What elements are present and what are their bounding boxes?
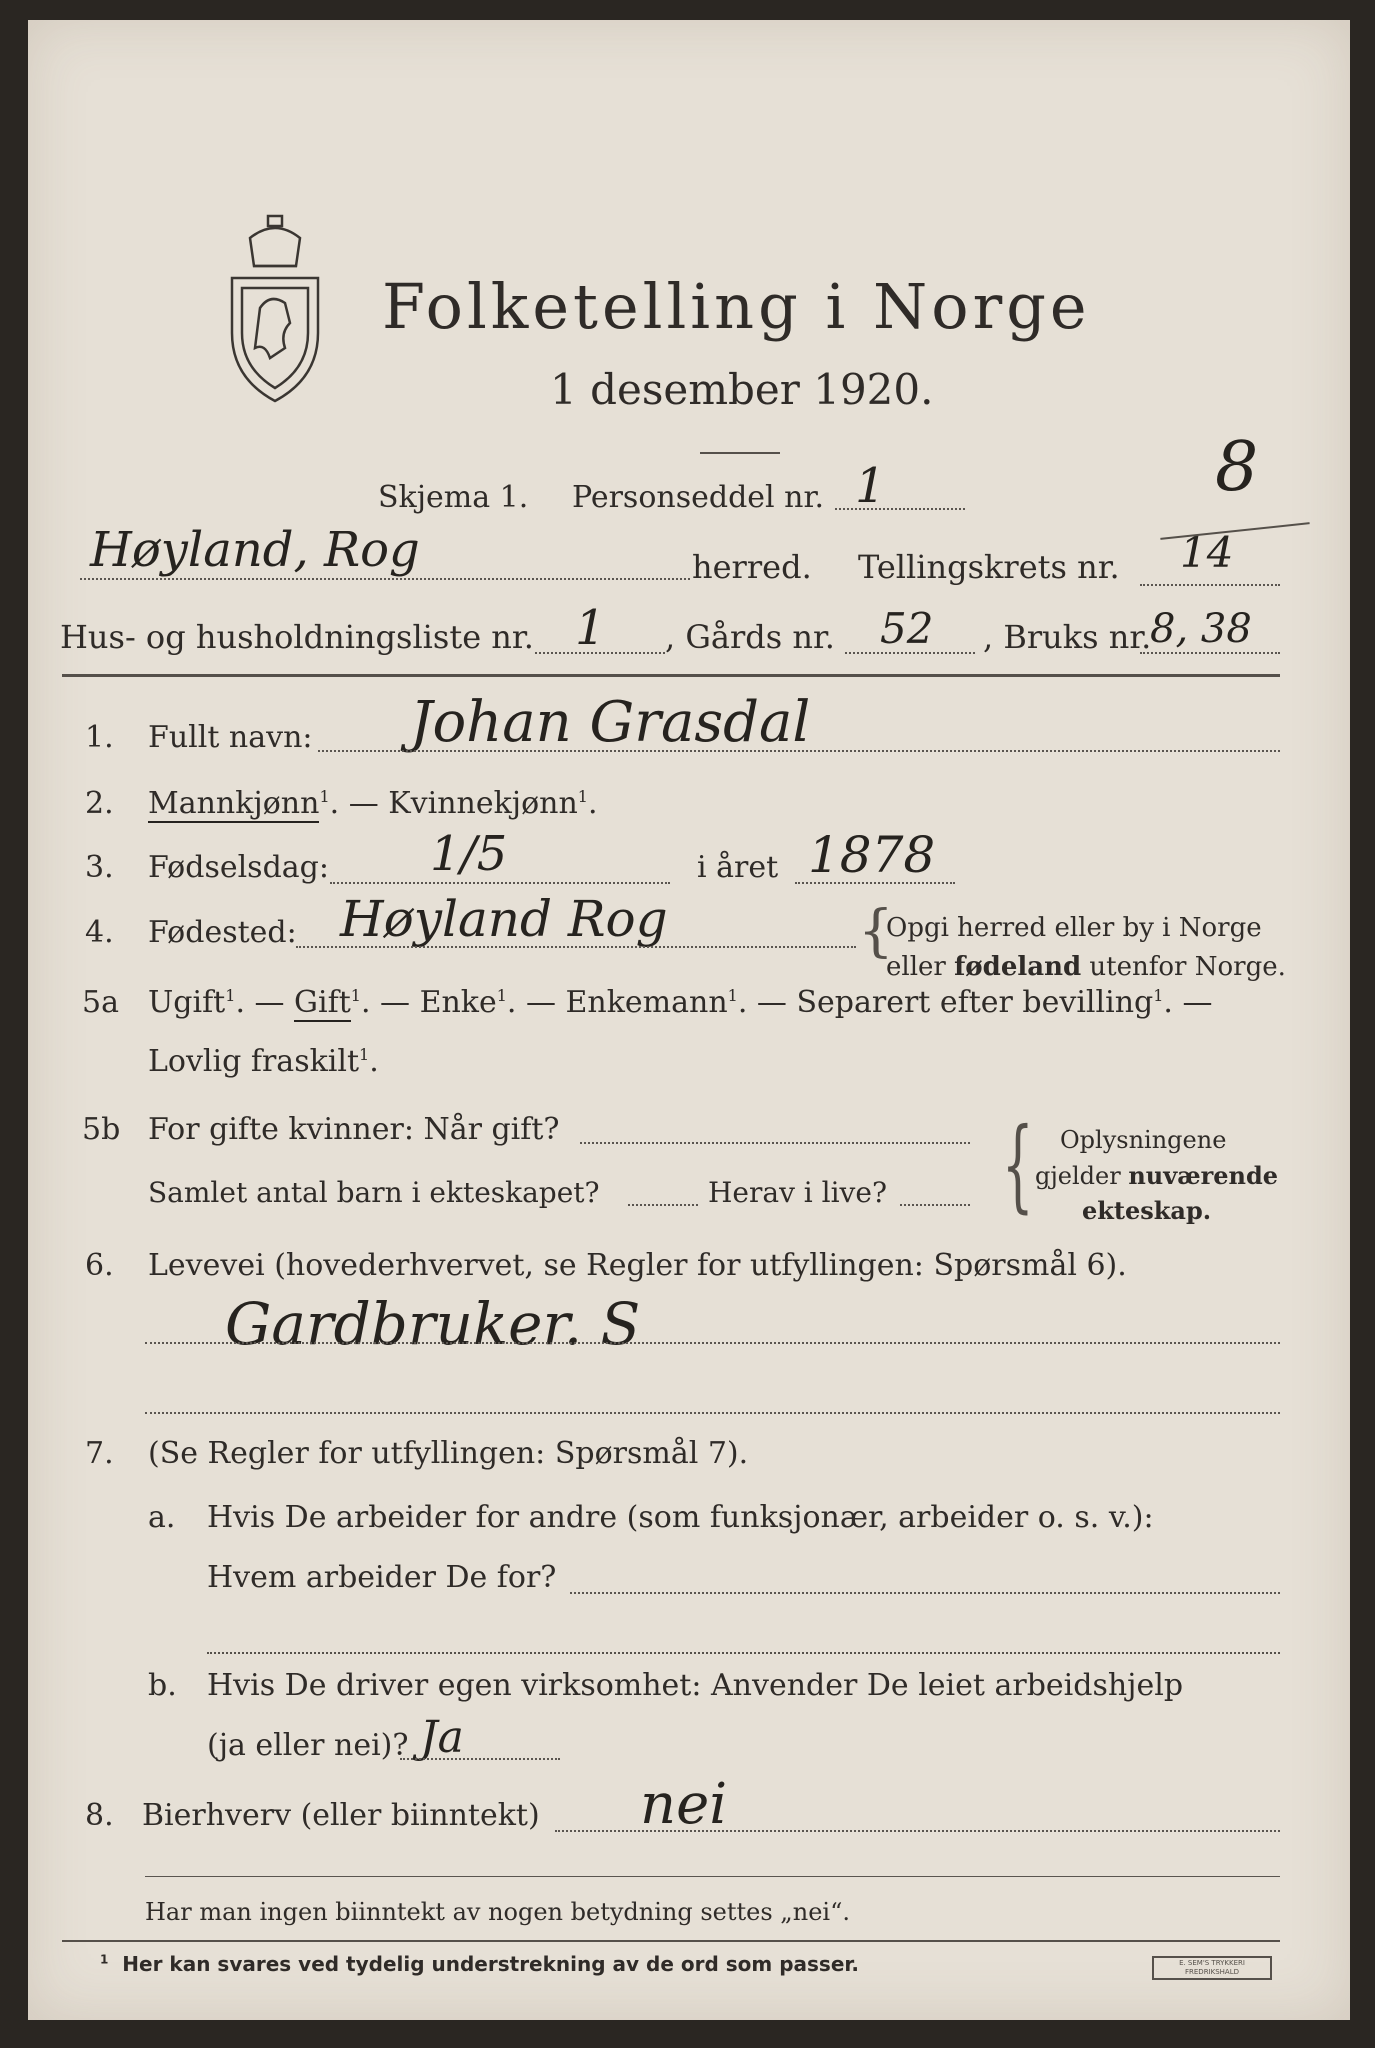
birthday-value[interactable]: 1/5 xyxy=(430,826,508,882)
enke-mark: 1 xyxy=(496,986,507,1005)
hired-help-value[interactable]: Ja xyxy=(420,1712,464,1763)
female-option[interactable]: Kvinnekjønn xyxy=(388,786,578,821)
enke-option[interactable]: Enke xyxy=(419,985,497,1020)
tellingskrets-line xyxy=(1140,584,1280,586)
title-divider xyxy=(700,452,780,454)
q7a-question: Hvem arbeider De for? xyxy=(207,1560,557,1595)
q7a-text: Hvis De arbeider for andre (som funksjonær, arbeider o. s. v.): xyxy=(207,1500,1154,1535)
q8-label: Bierhverv (eller biinntekt) xyxy=(142,1798,540,1833)
q5b-note2-pre: gjelder xyxy=(1035,1162,1129,1190)
q3-number: 3. xyxy=(85,850,114,885)
q7a-letter: a. xyxy=(148,1500,176,1535)
q5b-note2 xyxy=(1035,1161,1278,1190)
children-count-line xyxy=(628,1204,698,1206)
q4-note-line2-pre: eller xyxy=(886,952,955,982)
employer-line2 xyxy=(207,1652,1280,1654)
full-name-value[interactable]: Johan Grasdal xyxy=(410,690,811,755)
q1-line xyxy=(318,750,1280,752)
q3-label: Fødselsdag: xyxy=(148,850,329,885)
printer-stamp: E. SEM'S TRYKKERI FREDRIKSHALD xyxy=(1152,1956,1272,1980)
q4-brace: { xyxy=(858,899,894,964)
tellingskrets-value[interactable]: 14 xyxy=(1180,528,1234,577)
hus-line xyxy=(535,652,665,654)
q7b-question: (ja eller nei)? xyxy=(207,1728,409,1763)
footnote-divider xyxy=(62,1940,1280,1942)
income-note: Har man ingen biinntekt av nogen betydning settes „nei“. xyxy=(145,1898,850,1926)
ugift-mark: 1 xyxy=(225,986,236,1005)
q1-label: Fullt navn: xyxy=(148,720,313,755)
q5b-note2-bold: nuværende xyxy=(1128,1161,1279,1190)
q4-label: Fødested: xyxy=(148,915,297,950)
coat-of-arms-icon xyxy=(220,208,330,408)
tellingskrets-label: Tellingskrets nr. xyxy=(858,548,1120,586)
q5b-brace: { xyxy=(1001,1106,1034,1223)
q5b-number: 5b xyxy=(82,1112,121,1147)
q1-number: 1. xyxy=(85,720,114,755)
census-date: 1 desember 1920. xyxy=(550,365,934,414)
q6-label: Levevei (hovederhvervet, se Regler for utfyllingen: Spørsmål 6). xyxy=(148,1248,1127,1283)
hus-value[interactable]: 1 xyxy=(575,600,606,656)
gards-line xyxy=(845,652,975,654)
gift-option[interactable]: Gift xyxy=(294,985,351,1020)
hired-help-line xyxy=(400,1758,560,1760)
personseddel-line xyxy=(835,508,965,510)
q2-options xyxy=(148,786,598,821)
q4-note-line2 xyxy=(886,952,1286,982)
form-title: Folketelling i Norge xyxy=(382,270,1091,343)
gender-end: . xyxy=(587,786,598,821)
q6-number: 6. xyxy=(85,1248,114,1283)
enkemann-mark: 1 xyxy=(727,986,738,1005)
q5a-options: Ugift$^1$. — Gift$^1$. — Enke$^1$. — Enkemann$^1$. — Separert efter bevilling$^1$. — xyxy=(148,985,1213,1020)
side-income-value[interactable]: nei xyxy=(640,1772,728,1837)
personseddel-value[interactable]: 1 xyxy=(855,458,886,514)
birth-year-value[interactable]: 1878 xyxy=(808,826,936,884)
q5b-note3: ekteskap. xyxy=(1082,1196,1212,1225)
occupation-value[interactable]: Gardbruker. S xyxy=(225,1290,641,1358)
herred-line xyxy=(80,578,690,580)
q3-year-label: i året xyxy=(697,850,779,885)
male-option[interactable]: Mannkjønn xyxy=(148,786,320,821)
bruks-line xyxy=(1140,652,1280,654)
q6-line1 xyxy=(145,1342,1280,1344)
bruks-value[interactable]: 8, 38 xyxy=(1150,606,1252,652)
separert-option[interactable]: Separert efter bevilling xyxy=(796,985,1154,1020)
q7b-letter: b. xyxy=(148,1668,177,1703)
gards-value[interactable]: 52 xyxy=(880,604,934,653)
header-divider xyxy=(62,674,1280,677)
q7b-text: Hvis De driver egen virksomhet: Anvender De leiet arbeidshjelp xyxy=(207,1668,1184,1703)
q5b-label2: Samlet antal barn i ekteskapet? xyxy=(148,1176,600,1209)
q7-label: (Se Regler for utfyllingen: Spørsmål 7). xyxy=(148,1436,749,1471)
corner-number: 8 xyxy=(1215,428,1259,507)
fraskilt-option[interactable]: Lovlig fraskilt xyxy=(148,1044,360,1079)
birthplace-value[interactable]: Høyland Rog xyxy=(340,890,668,948)
q7-number: 7. xyxy=(85,1436,114,1471)
hus-label: Hus- og husholdningsliste nr. xyxy=(60,618,534,656)
herred-label: herred. xyxy=(692,548,812,586)
q4-number: 4. xyxy=(85,915,114,950)
married-when-line xyxy=(580,1142,970,1144)
q5a-options-line2: Lovlig fraskilt$^1$. xyxy=(148,1044,379,1079)
female-footnote-mark: 1 xyxy=(577,787,588,806)
fraskilt-mark: 1 xyxy=(359,1045,370,1064)
q6-line2 xyxy=(145,1412,1280,1414)
q4-line xyxy=(296,946,856,948)
separert-mark: 1 xyxy=(1153,986,1164,1005)
q8-line xyxy=(555,1830,1280,1832)
q4-note-line2-bold: fødeland xyxy=(954,952,1082,982)
gards-label: , Gårds nr. xyxy=(665,618,835,656)
male-footnote-mark: 1 xyxy=(319,787,330,806)
q5a-number: 5a xyxy=(82,985,119,1020)
personseddel-label: Personseddel nr. xyxy=(572,480,825,515)
q4-note-line2-post: utenfor Norge. xyxy=(1081,952,1286,982)
employer-line1 xyxy=(570,1592,1280,1594)
q8-separator xyxy=(145,1876,1280,1877)
skjema-label: Skjema 1. xyxy=(378,480,529,515)
gift-mark: 1 xyxy=(350,986,361,1005)
herred-value[interactable]: Høyland, Rog xyxy=(90,522,420,578)
q2-number: 2. xyxy=(85,786,114,821)
footnote-mark: 1 xyxy=(100,1952,109,1967)
footnote-text: Her kan svares ved tydelig understrekning av de ord som passer. xyxy=(122,1952,859,1976)
q5b-label3: Herav i live? xyxy=(708,1176,887,1209)
gender-separator: . — xyxy=(329,786,389,821)
bruks-label: , Bruks nr. xyxy=(983,618,1152,656)
enkemann-option[interactable]: Enkemann xyxy=(565,985,728,1020)
q5b-label1: For gifte kvinner: Når gift? xyxy=(148,1112,560,1147)
q3-day-line xyxy=(330,882,670,884)
q5b-note1: Oplysningene xyxy=(1060,1126,1227,1154)
ugift-option[interactable]: Ugift xyxy=(148,985,226,1020)
footnote xyxy=(100,1952,859,1976)
q3-year-line xyxy=(795,882,955,884)
q8-number: 8. xyxy=(85,1798,114,1833)
q4-note-line1: Opgi herred eller by i Norge xyxy=(886,913,1262,943)
children-alive-line xyxy=(900,1204,970,1206)
